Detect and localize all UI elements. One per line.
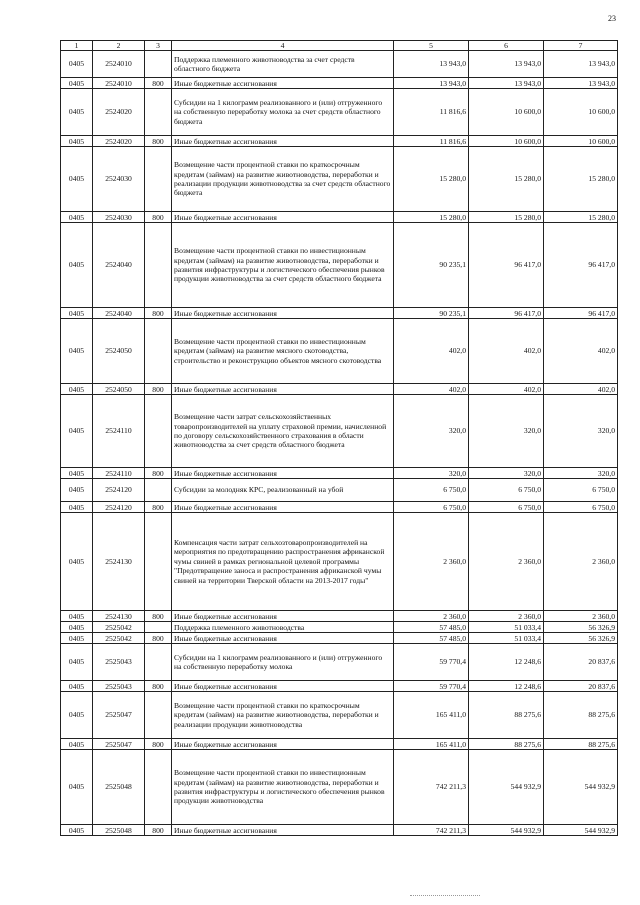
table-row [61, 223, 618, 308]
amount-col7: 402,0 [544, 319, 618, 384]
amount-col7: 20 837,6 [544, 644, 618, 681]
amount-col7: 10 600,0 [544, 89, 618, 136]
expense-type-code [145, 644, 172, 681]
amount-col6: 13 943,0 [469, 51, 544, 78]
section-code: 0405 [61, 611, 93, 622]
section-code: 0405 [61, 89, 93, 136]
amount-col6: 96 417,0 [469, 308, 544, 319]
item-description: Возмещение части процентной ставки по краткосрочным кредитам (займам) на развитие животноводства, переработки и реализации продукции животноводства [172, 692, 394, 739]
amount-col7: 96 417,0 [544, 308, 618, 319]
item-description: Иные бюджетные ассигнования [172, 681, 394, 692]
table-row [61, 136, 618, 147]
expense-type-code: 800 [145, 212, 172, 223]
table-row [61, 308, 618, 319]
target-article-code: 2524030 [93, 147, 145, 212]
item-description: Иные бюджетные ассигнования [172, 825, 394, 836]
table-row [61, 633, 618, 644]
section-code: 0405 [61, 750, 93, 825]
section-code: 0405 [61, 78, 93, 89]
table-row [61, 622, 618, 633]
section-code: 0405 [61, 212, 93, 223]
target-article-code: 2524120 [93, 479, 145, 502]
expense-type-code [145, 319, 172, 384]
amount-col5: 57 485,0 [394, 633, 469, 644]
expense-type-code: 800 [145, 468, 172, 479]
section-code: 0405 [61, 681, 93, 692]
item-description: Иные бюджетные ассигнования [172, 212, 394, 223]
expense-type-code: 800 [145, 384, 172, 395]
section-code: 0405 [61, 633, 93, 644]
amount-col7: 320,0 [544, 395, 618, 468]
target-article-code: 2524130 [93, 611, 145, 622]
amount-col7: 402,0 [544, 384, 618, 395]
item-description: Иные бюджетные ассигнования [172, 611, 394, 622]
section-code: 0405 [61, 825, 93, 836]
amount-col5: 165 411,0 [394, 692, 469, 739]
section-code: 0405 [61, 513, 93, 611]
amount-col7: 13 943,0 [544, 51, 618, 78]
amount-col6: 6 750,0 [469, 502, 544, 513]
section-code: 0405 [61, 622, 93, 633]
section-code: 0405 [61, 395, 93, 468]
amount-col5: 402,0 [394, 319, 469, 384]
amount-col7: 2 360,0 [544, 611, 618, 622]
item-description: Иные бюджетные ассигнования [172, 384, 394, 395]
target-article-code: 2524040 [93, 223, 145, 308]
section-code: 0405 [61, 147, 93, 212]
item-description: Иные бюджетные ассигнования [172, 468, 394, 479]
target-article-code: 2524050 [93, 319, 145, 384]
expense-type-code [145, 479, 172, 502]
amount-col6: 13 943,0 [469, 78, 544, 89]
expense-type-code [145, 89, 172, 136]
table-row [61, 384, 618, 395]
header-col-1: 1 [61, 41, 93, 51]
amount-col6: 320,0 [469, 395, 544, 468]
amount-col5: 15 280,0 [394, 147, 469, 212]
section-code: 0405 [61, 384, 93, 395]
page-number: 23 [608, 14, 616, 23]
amount-col7: 15 280,0 [544, 212, 618, 223]
section-code: 0405 [61, 319, 93, 384]
expense-type-code [145, 513, 172, 611]
target-article-code: 2525048 [93, 825, 145, 836]
section-code: 0405 [61, 468, 93, 479]
expense-type-code: 800 [145, 78, 172, 89]
table-row [61, 147, 618, 212]
expense-type-code [145, 750, 172, 825]
amount-col6: 15 280,0 [469, 147, 544, 212]
amount-col7: 20 837,6 [544, 681, 618, 692]
item-description: Поддержка племенного животноводства за счет средств областного бюджета [172, 51, 394, 78]
table-row [61, 51, 618, 78]
amount-col6: 51 033,4 [469, 633, 544, 644]
table-row [61, 644, 618, 681]
table-row [61, 692, 618, 739]
target-article-code: 2525042 [93, 622, 145, 633]
table-row [61, 479, 618, 502]
table-row [61, 468, 618, 479]
section-code: 0405 [61, 51, 93, 78]
table-row [61, 513, 618, 611]
table-row [61, 395, 618, 468]
expense-type-code [145, 692, 172, 739]
table-header-row [61, 41, 618, 51]
amount-col5: 320,0 [394, 395, 469, 468]
target-article-code: 2525043 [93, 681, 145, 692]
section-code: 0405 [61, 502, 93, 513]
amount-col5: 59 770,4 [394, 681, 469, 692]
amount-col5: 165 411,0 [394, 739, 469, 750]
amount-col5: 742 211,3 [394, 825, 469, 836]
amount-col6: 402,0 [469, 319, 544, 384]
target-article-code: 2524030 [93, 212, 145, 223]
header-col-4: 4 [172, 41, 394, 51]
amount-col5: 2 360,0 [394, 513, 469, 611]
item-description: Компенсация части затрат сельхозтоваропроизводителей на мероприятия по предотвращению распространения африканской чумы свиней в рамках региональной целевой программы "Предотвращение заноса и распространения африканской чумы свиней на территории Тверской области на 2013-2017 годы" [172, 513, 394, 611]
target-article-code: 2524120 [93, 502, 145, 513]
amount-col6: 96 417,0 [469, 223, 544, 308]
table-row [61, 825, 618, 836]
item-description: Иные бюджетные ассигнования [172, 308, 394, 319]
table-row [61, 502, 618, 513]
amount-col7: 544 932,9 [544, 825, 618, 836]
target-article-code: 2524110 [93, 468, 145, 479]
section-code: 0405 [61, 223, 93, 308]
amount-col5: 320,0 [394, 468, 469, 479]
item-description: Иные бюджетные ассигнования [172, 739, 394, 750]
amount-col6: 51 033,4 [469, 622, 544, 633]
amount-col6: 12 248,6 [469, 644, 544, 681]
amount-col6: 402,0 [469, 384, 544, 395]
amount-col7: 56 326,9 [544, 622, 618, 633]
header-col-5: 5 [394, 41, 469, 51]
amount-col7: 2 360,0 [544, 513, 618, 611]
amount-col6: 6 750,0 [469, 479, 544, 502]
expense-type-code [145, 51, 172, 78]
amount-col6: 88 275,6 [469, 692, 544, 739]
amount-col6: 2 360,0 [469, 513, 544, 611]
target-article-code: 2524110 [93, 395, 145, 468]
budget-table [60, 40, 618, 836]
item-description: Поддержка племенного животноводства [172, 622, 394, 633]
table-row [61, 750, 618, 825]
table-row [61, 739, 618, 750]
item-description: Субсидии на 1 килограмм реализованного и (или) отгруженного на собственную переработку молока за счет средств областного бюджета [172, 89, 394, 136]
amount-col5: 13 943,0 [394, 51, 469, 78]
table-row [61, 611, 618, 622]
amount-col5: 402,0 [394, 384, 469, 395]
amount-col7: 88 275,6 [544, 739, 618, 750]
amount-col7: 15 280,0 [544, 147, 618, 212]
expense-type-code: 800 [145, 136, 172, 147]
header-col-7: 7 [544, 41, 618, 51]
table-body [61, 51, 618, 836]
amount-col5: 15 280,0 [394, 212, 469, 223]
target-article-code: 2524020 [93, 89, 145, 136]
target-article-code: 2525047 [93, 739, 145, 750]
section-code: 0405 [61, 644, 93, 681]
target-article-code: 2525042 [93, 633, 145, 644]
item-description: Возмещение части процентной ставки по инвестиционным кредитам (займам) на развитие мясного скотоводства, строительство и реконструкцию объектов мясного скотоводства [172, 319, 394, 384]
amount-col7: 96 417,0 [544, 223, 618, 308]
amount-col6: 544 932,9 [469, 750, 544, 825]
item-description: Иные бюджетные ассигнования [172, 633, 394, 644]
table-row [61, 212, 618, 223]
scan-artifact-line [410, 895, 480, 897]
amount-col6: 10 600,0 [469, 136, 544, 147]
table-row [61, 78, 618, 89]
item-description: Иные бюджетные ассигнования [172, 78, 394, 89]
section-code: 0405 [61, 136, 93, 147]
amount-col6: 2 360,0 [469, 611, 544, 622]
section-code: 0405 [61, 479, 93, 502]
amount-col5: 59 770,4 [394, 644, 469, 681]
target-article-code: 2524010 [93, 78, 145, 89]
expense-type-code [145, 622, 172, 633]
amount-col7: 13 943,0 [544, 78, 618, 89]
amount-col6: 10 600,0 [469, 89, 544, 136]
table-row [61, 681, 618, 692]
amount-col6: 88 275,6 [469, 739, 544, 750]
amount-col7: 544 932,9 [544, 750, 618, 825]
item-description: Возмещение части затрат сельскохозяйственных товаропроизводителей на уплату страховой премии, начисленной по договору сельскохозяйственного страхования в области животноводства за счет средств областного бюджета [172, 395, 394, 468]
amount-col6: 12 248,6 [469, 681, 544, 692]
target-article-code: 2525048 [93, 750, 145, 825]
section-code: 0405 [61, 739, 93, 750]
amount-col5: 57 485,0 [394, 622, 469, 633]
amount-col7: 6 750,0 [544, 502, 618, 513]
expense-type-code: 800 [145, 308, 172, 319]
expense-type-code [145, 147, 172, 212]
amount-col5: 6 750,0 [394, 502, 469, 513]
amount-col6: 320,0 [469, 468, 544, 479]
amount-col6: 15 280,0 [469, 212, 544, 223]
expense-type-code: 800 [145, 681, 172, 692]
target-article-code: 2524020 [93, 136, 145, 147]
item-description: Иные бюджетные ассигнования [172, 136, 394, 147]
amount-col7: 320,0 [544, 468, 618, 479]
amount-col5: 2 360,0 [394, 611, 469, 622]
target-article-code: 2524050 [93, 384, 145, 395]
item-description: Иные бюджетные ассигнования [172, 502, 394, 513]
target-article-code: 2525047 [93, 692, 145, 739]
amount-col7: 10 600,0 [544, 136, 618, 147]
target-article-code: 2524040 [93, 308, 145, 319]
item-description: Субсидии за молодняк КРС, реализованный на убой [172, 479, 394, 502]
item-description: Возмещение части процентной ставки по инвестиционным кредитам (займам) на развитие животноводства, переработки и развития инфраструктуры и логистического обеспечения рынков продукции животноводства за счет средств областного бюджета [172, 223, 394, 308]
expense-type-code: 800 [145, 502, 172, 513]
section-code: 0405 [61, 308, 93, 319]
expense-type-code: 800 [145, 739, 172, 750]
target-article-code: 2525043 [93, 644, 145, 681]
expense-type-code: 800 [145, 611, 172, 622]
header-col-3: 3 [145, 41, 172, 51]
header-col-2: 2 [93, 41, 145, 51]
header-col-6: 6 [469, 41, 544, 51]
expense-type-code [145, 395, 172, 468]
amount-col7: 56 326,9 [544, 633, 618, 644]
expense-type-code: 800 [145, 825, 172, 836]
amount-col5: 90 235,1 [394, 308, 469, 319]
section-code: 0405 [61, 692, 93, 739]
table-row [61, 319, 618, 384]
target-article-code: 2524010 [93, 51, 145, 78]
item-description: Возмещение части процентной ставки по инвестиционным кредитам (займам) на развитие животноводства, переработки и развития инфраструктуры и логистического обеспечения рынков продукции животноводства [172, 750, 394, 825]
target-article-code: 2524130 [93, 513, 145, 611]
item-description: Возмещение части процентной ставки по краткосрочным кредитам (займам) на развитие животноводства, переработки и реализации продукции животноводства за счет средств областного бюджета [172, 147, 394, 212]
amount-col5: 90 235,1 [394, 223, 469, 308]
expense-type-code [145, 223, 172, 308]
amount-col7: 6 750,0 [544, 479, 618, 502]
amount-col5: 11 816,6 [394, 136, 469, 147]
expense-type-code: 800 [145, 633, 172, 644]
amount-col6: 544 932,9 [469, 825, 544, 836]
amount-col5: 742 211,3 [394, 750, 469, 825]
table-row [61, 89, 618, 136]
amount-col5: 6 750,0 [394, 479, 469, 502]
amount-col5: 13 943,0 [394, 78, 469, 89]
amount-col5: 11 816,6 [394, 89, 469, 136]
item-description: Субсидии на 1 килограмм реализованного и (или) отгруженного на собственную переработку молока [172, 644, 394, 681]
amount-col7: 88 275,6 [544, 692, 618, 739]
